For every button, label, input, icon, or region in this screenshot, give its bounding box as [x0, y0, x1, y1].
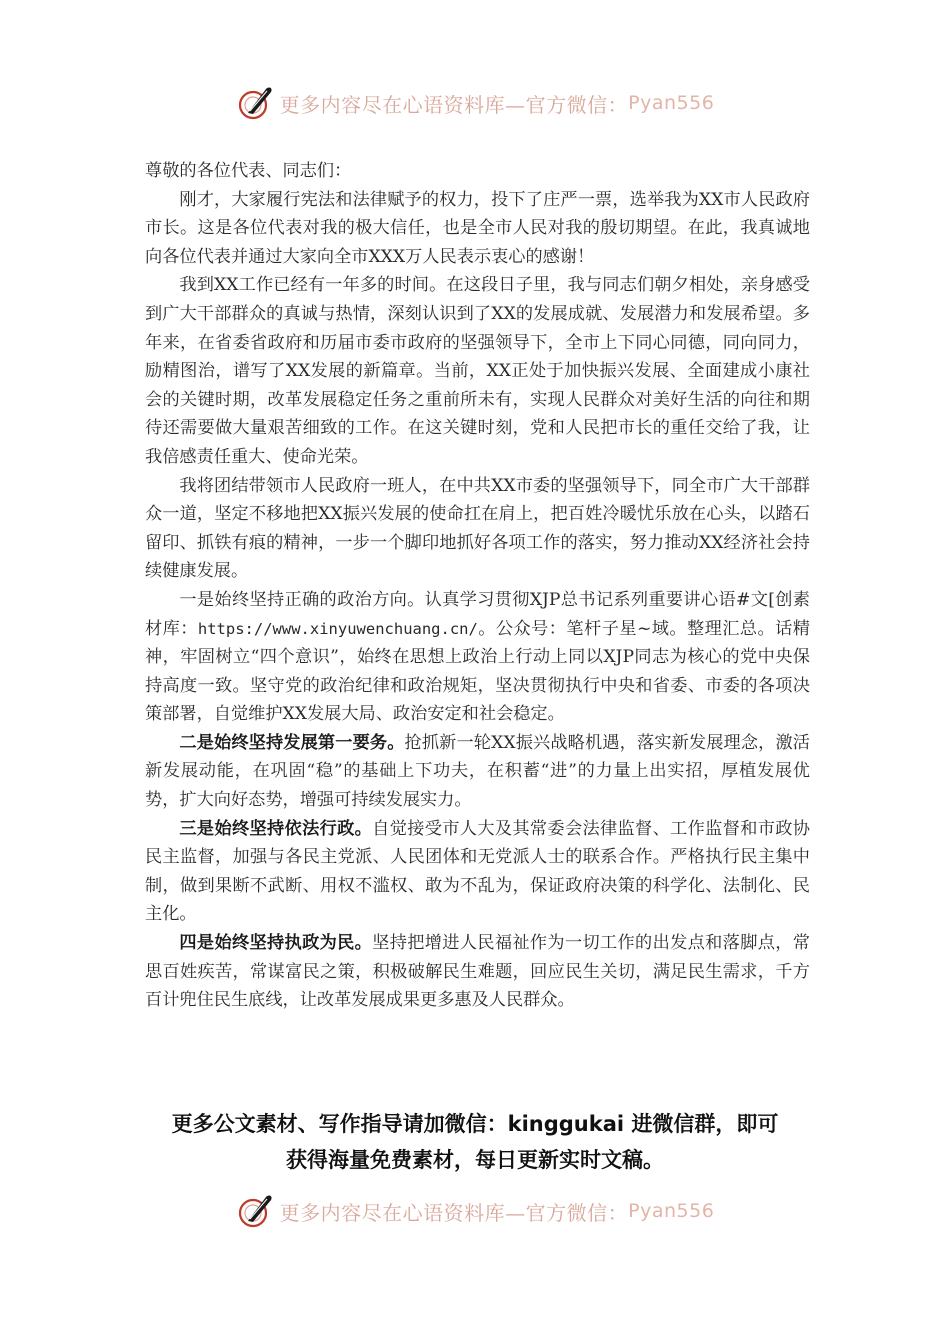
- paragraph-4-text-b: 。公众号：笔杆子星~域。整理汇总。话精神，牢固树立“四个意识”，始终在思想上政治上行动上同以XJP同志为核心的党中央保持高度一致。坚守党的政治纪律和政治规矩，坚决贯彻执行中央和省委、市委的各项决策部署，自觉维护XX发展大局、政治安定和社会稳定。: [145, 618, 810, 725]
- footer-banner: [0, 1186, 950, 1236]
- paragraph-5-text: 抢抓新一轮XX振兴战略机遇，落实新发展理念，激活新发展动能，在巩固“稳”的基础上下功夫，在积蓄“进”的力量上出实招，厚植发展优势，扩大向好态势，增强可持续发展实力。: [145, 732, 810, 811]
- paragraph-6-text: 自觉接受市人大及其常委会法律监督、工作监督和市政协民主监督，加强与各民主党派、人民团体和无党派人士的联系合作。严格执行民主集中制，做到果断不武断、用权不滥权、敢为不乱为，保证政府决策的科学化、法制化、民主化。: [145, 818, 810, 925]
- paragraph-6-heading: 三是始终坚持依法行政。: [179, 818, 373, 839]
- paragraph-1: 刚才，大家履行宪法和法律赋予的权力，投下了庄严一票，选举我为XX市人民政府市长。这是各位代表对我的极大信任，也是全市人民对我的殷切期望。在此，我真诚地向各位代表并通过大家向全市XXX万人民表示衷心的感谢！: [145, 189, 810, 267]
- header-banner: [0, 78, 950, 128]
- paragraph-3: 我将团结带领市人民政府一班人，在中共XX市委的坚强领导下，同全市广大干部群众一道，坚定不移地把XX振兴发展的使命扛在肩上，把百姓冷暖忧乐放在心头，以踏石留印、抓铁有痕的精神，一步一个脚印地抓好各项工作的落实，努力推动XX经济社会持续健康发展。: [145, 475, 810, 582]
- paragraph-2: 我到XX工作已经有一年多的时间。在这段日子里，我与同志们朝夕相处，亲身感受到广大干部群众的真诚与热情，深刻认识到了XX的发展成就、发展潜力和发展希望。多年来，在省委省政府和历届市委市政府的坚强领导下，全市上下同心同德，同向同力，励精图治，谱写了XX发展的新篇章。当前，XX正处于加快振兴发展、全面建成小康社会的关键时期，改革发展稳定任务之重前所未有，实现人民群众对美好生活的向往和期待还需要做大量艰苦细致的工作。在这关键时刻，党和人民把市长的重任交给了我，让我倍感责任重大、使命光荣。: [145, 275, 810, 467]
- paragraph-4-text-a: 一是始终坚持正确的政治方向。认真学习贯彻XJP总书记系列重要讲心语#文[创素材库：: [145, 589, 810, 639]
- footer-banner-text: 更多内容尽在心语资料库—官方微信：: [279, 1200, 629, 1225]
- quill-pen-logo-icon: [236, 1191, 276, 1231]
- paragraph-7: [145, 929, 810, 1015]
- paragraph-7-text: 坚持把增进人民福祉作为一切工作的出发点和落脚点，常思百姓疾苦，常谋富民之策，积极破解民生难题，回应民生关切，满足民生需求，千方百计兜住民生底线，让改革发展成果更多惠及人民群众。: [145, 933, 810, 1011]
- header-wechat-id: Pyan556: [628, 92, 715, 114]
- document-body: [145, 157, 810, 1015]
- header-banner-text: 更多内容尽在心语资料库—官方微信：: [279, 92, 629, 117]
- promo-line-1: 更多公文素材、写作指导请加微信：kinggukai 进微信群，即可: [171, 1112, 779, 1136]
- salutation: 尊敬的各位代表、同志们：: [145, 161, 352, 181]
- quill-pen-logo-icon: [236, 83, 276, 123]
- paragraph-6: [145, 815, 810, 929]
- footer-wechat-id: Pyan556: [628, 1200, 715, 1222]
- promo-block: [120, 1106, 830, 1178]
- paragraph-5-heading: 二是始终坚持发展第一要务。: [179, 732, 405, 753]
- paragraph-7-heading: 四是始终坚持执政为民。: [179, 933, 373, 954]
- paragraph-5: [145, 729, 810, 815]
- paragraph-4-url: https://www.xinyuwenchuang.cn/: [197, 619, 478, 638]
- paragraph-4: [145, 586, 810, 729]
- promo-line-2: 获得海量免费素材，每日更新实时文稿。: [286, 1148, 664, 1172]
